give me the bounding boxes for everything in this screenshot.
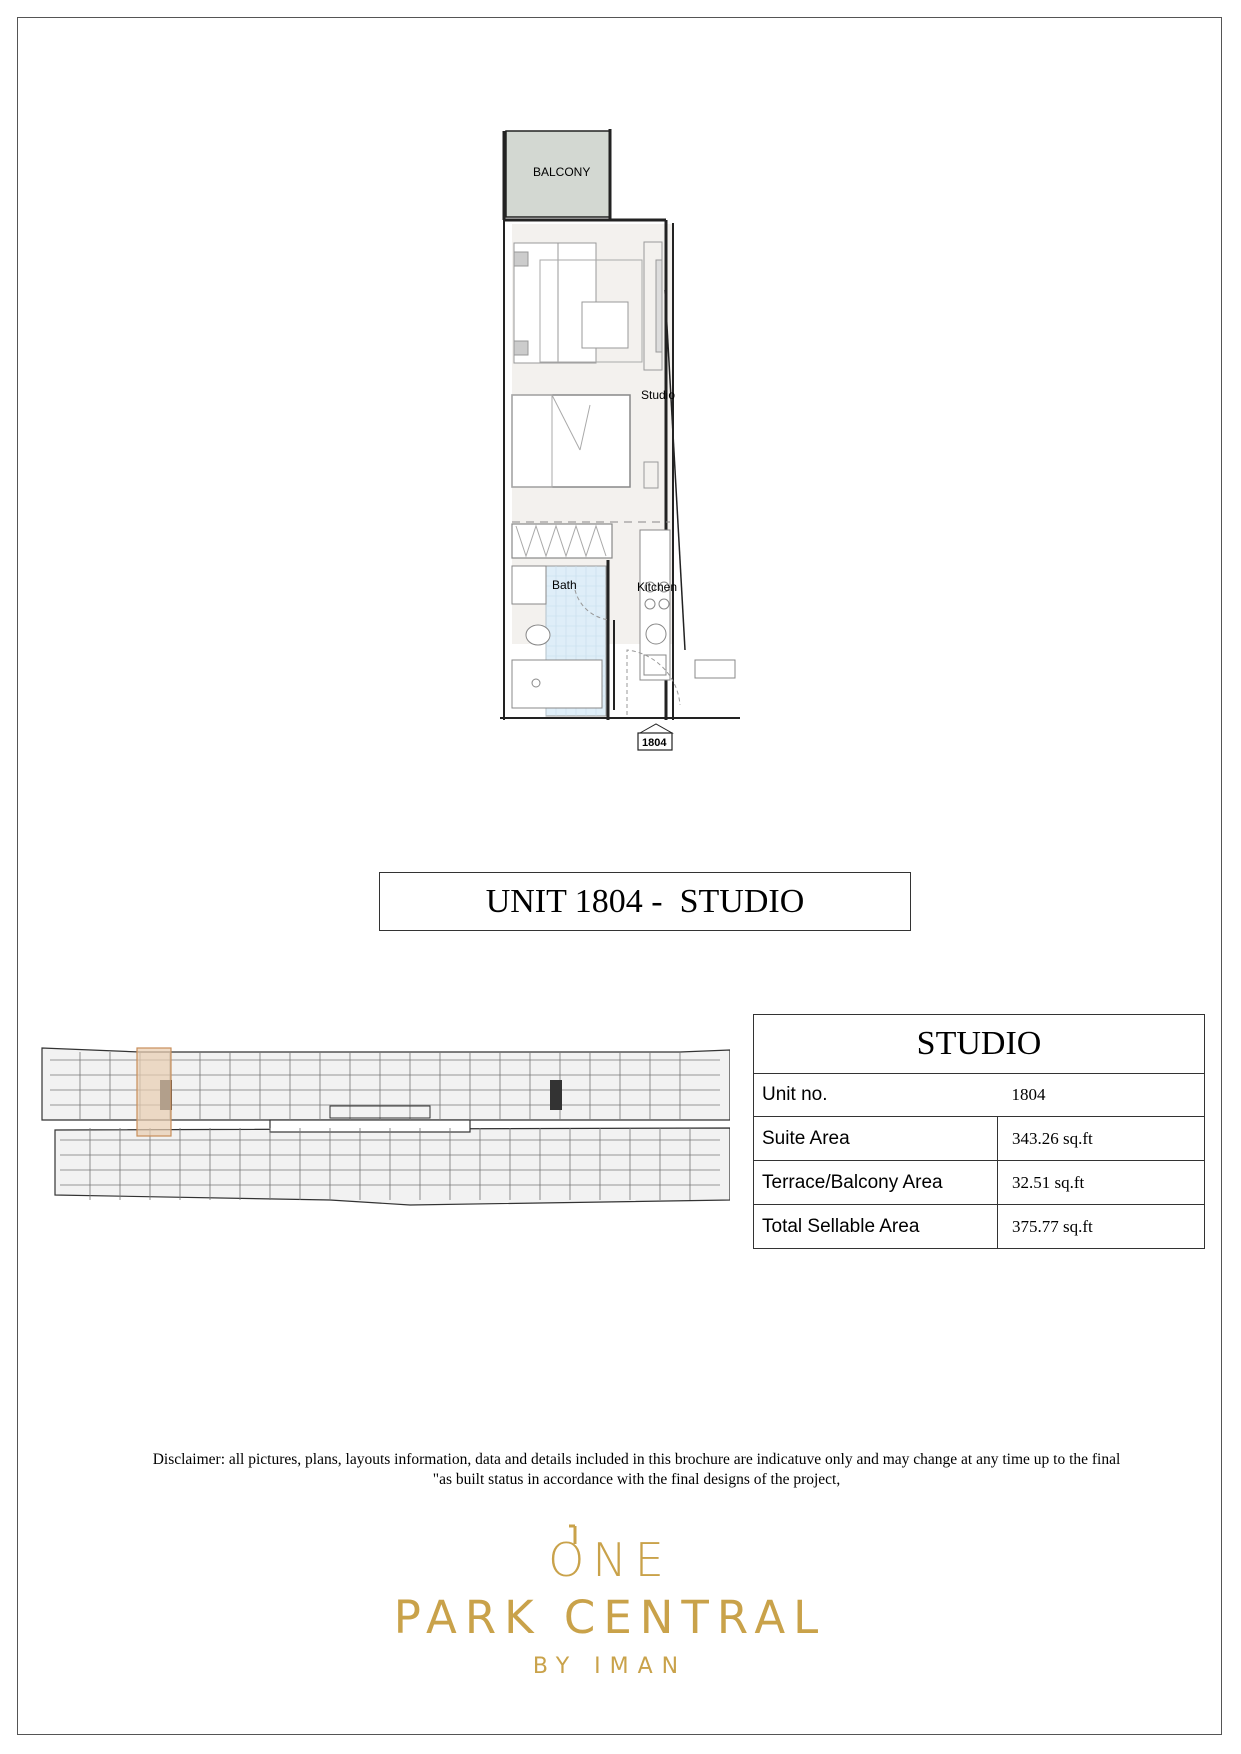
unit-highlight <box>137 1048 171 1136</box>
unit-floor-plan <box>490 120 750 770</box>
suite-area-value: 343.26 sq.ft <box>998 1117 1205 1161</box>
coffee-table <box>582 302 628 348</box>
total-area-value: 375.77 sq.ft <box>998 1205 1205 1249</box>
suite-area-label: Suite Area <box>754 1117 998 1161</box>
area-table-heading: STUDIO <box>754 1015 1205 1074</box>
unit-no-label: Unit no. <box>754 1074 998 1117</box>
key-floor-plan <box>30 1040 730 1220</box>
bath-label: Bath <box>552 578 577 592</box>
disclaimer <box>60 1450 1213 1490</box>
brand-logo <box>380 1530 840 1679</box>
table-row <box>754 1117 1205 1161</box>
unit-no-value: 1804 <box>998 1074 1205 1117</box>
unit-tag-label: 1804 <box>642 737 667 749</box>
bed <box>512 395 630 487</box>
table-row-unit <box>754 1074 1205 1117</box>
key-logo-icon <box>555 1524 595 1544</box>
logo-line-three: BY IMAN <box>532 1654 688 1679</box>
balcony-area-value: 32.51 sq.ft <box>998 1161 1205 1205</box>
table-row <box>754 1205 1205 1249</box>
unit-title: UNIT 1804 - STUDIO <box>379 872 911 931</box>
entrance-marker <box>640 724 672 733</box>
balcony-label: BALCONY <box>533 165 591 179</box>
table-row <box>754 1161 1205 1205</box>
balcony-area-label: Terrace/Balcony Area <box>754 1161 998 1205</box>
disclaimer-line-2: "as built status in accordance with the final designs of the project, <box>432 1471 841 1488</box>
disclaimer-line-1: Disclaimer: all pictures, plans, layouts information, data and details included in this brochure are indicatuve only and may change at any time up to the final <box>152 1451 1121 1468</box>
total-area-label: Total Sellable Area <box>754 1205 998 1249</box>
logo-line-one: ONE <box>380 1530 840 1590</box>
kitchen-label: Kitchen <box>637 580 678 594</box>
area-table <box>753 1014 1205 1249</box>
logo-line-two: PARK CENTRAL <box>393 1591 827 1644</box>
studio-label: Studio <box>641 388 676 402</box>
